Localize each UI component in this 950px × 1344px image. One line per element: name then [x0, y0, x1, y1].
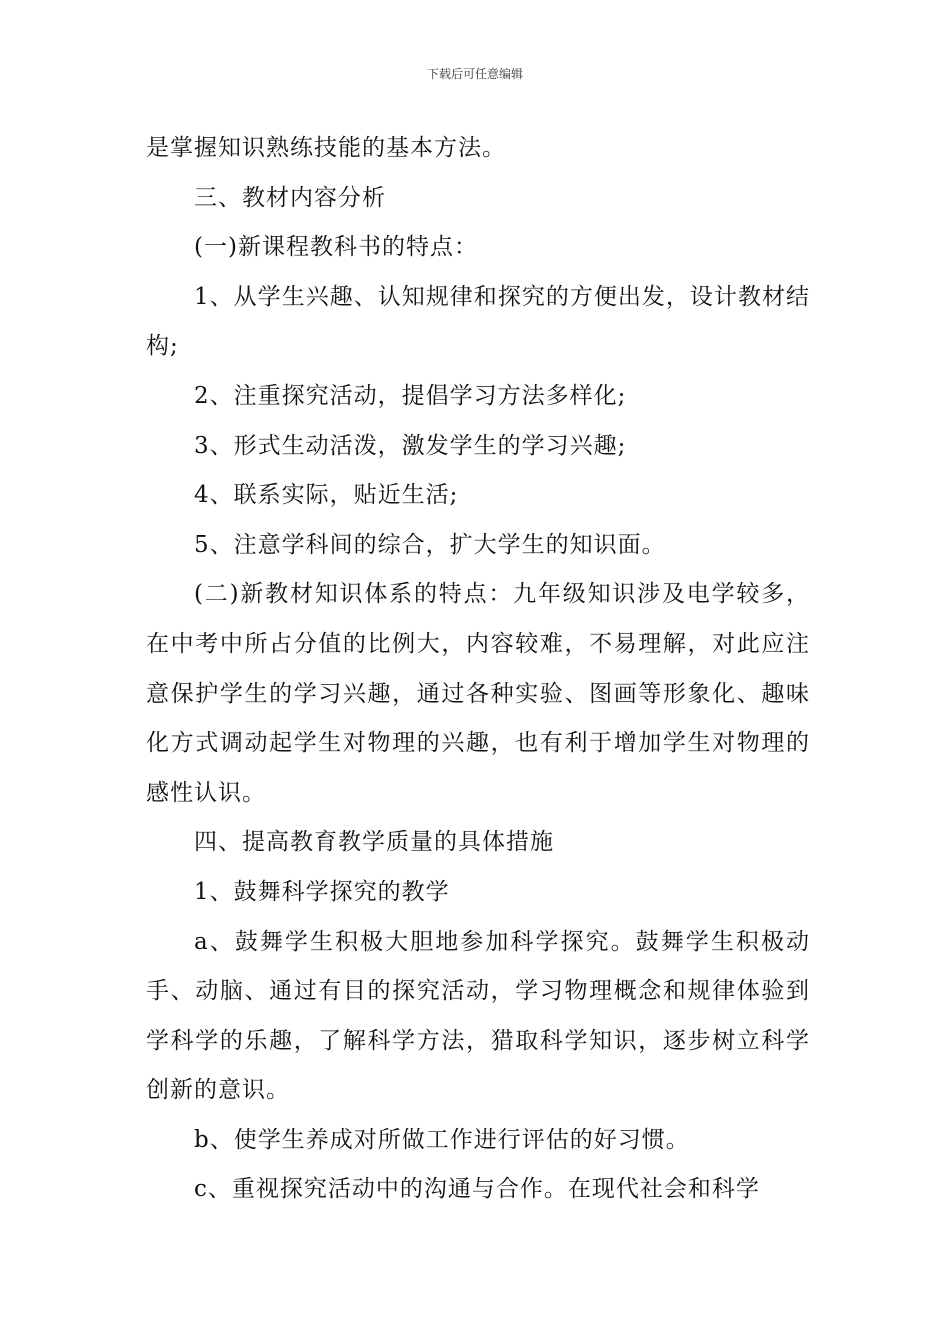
list-item-1: 1、从学生兴趣、认知规律和探究的方便出发，设计教材结构;	[146, 283, 810, 360]
paragraph-knowledge-system: (二)新教材知识体系的特点：九年级知识涉及电学较多，在中考中所占分值的比例大，内容较难，不易理解，对此应注意保护学生的学习兴趣，通过各种实验、图画等形象化、趣味化方式调动起学生对物理的兴趣，也有利于增加学生对物理的感性认识。	[146, 581, 810, 806]
paragraph-item-a: a、鼓舞学生积极大胆地参加科学探究。鼓舞学生积极动手、动脑、通过有目的探究活动，学习物理概念和规律体验到学科学的乐趣，了解科学方法，猎取科学知识，逐步树立科学创新的意识。	[146, 928, 810, 1104]
list-item-3: 3、形式生动活泼，激发学生的学习兴趣;	[194, 432, 627, 459]
heading-section-three: 三、教材内容分析	[194, 184, 386, 211]
heading-section-four: 四、提高教育教学质量的具体措施	[194, 829, 554, 856]
document-body	[146, 124, 810, 1215]
subheading-textbook-features: (一)新课程教科书的特点：	[194, 234, 478, 261]
subheading-inquiry-teaching: 1、鼓舞科学探究的教学	[194, 878, 450, 905]
list-item-4: 4、联系实际，贴近生活;	[194, 482, 459, 509]
list-item-5: 5、注意学科间的综合，扩大学生的知识面。	[194, 531, 666, 558]
page-header: 下载后可任意编辑	[426, 67, 523, 81]
paragraph-intro-end: 是掌握知识熟练技能的基本方法。	[146, 135, 506, 161]
list-item-2: 2、注重探究活动，提倡学习方法多样化;	[194, 382, 627, 409]
paragraph-item-c: c、重视探究活动中的沟通与合作。在现代社会和科学	[194, 1176, 760, 1203]
paragraph-item-b: b、使学生养成对所做工作进行评估的好习惯。	[194, 1126, 690, 1153]
